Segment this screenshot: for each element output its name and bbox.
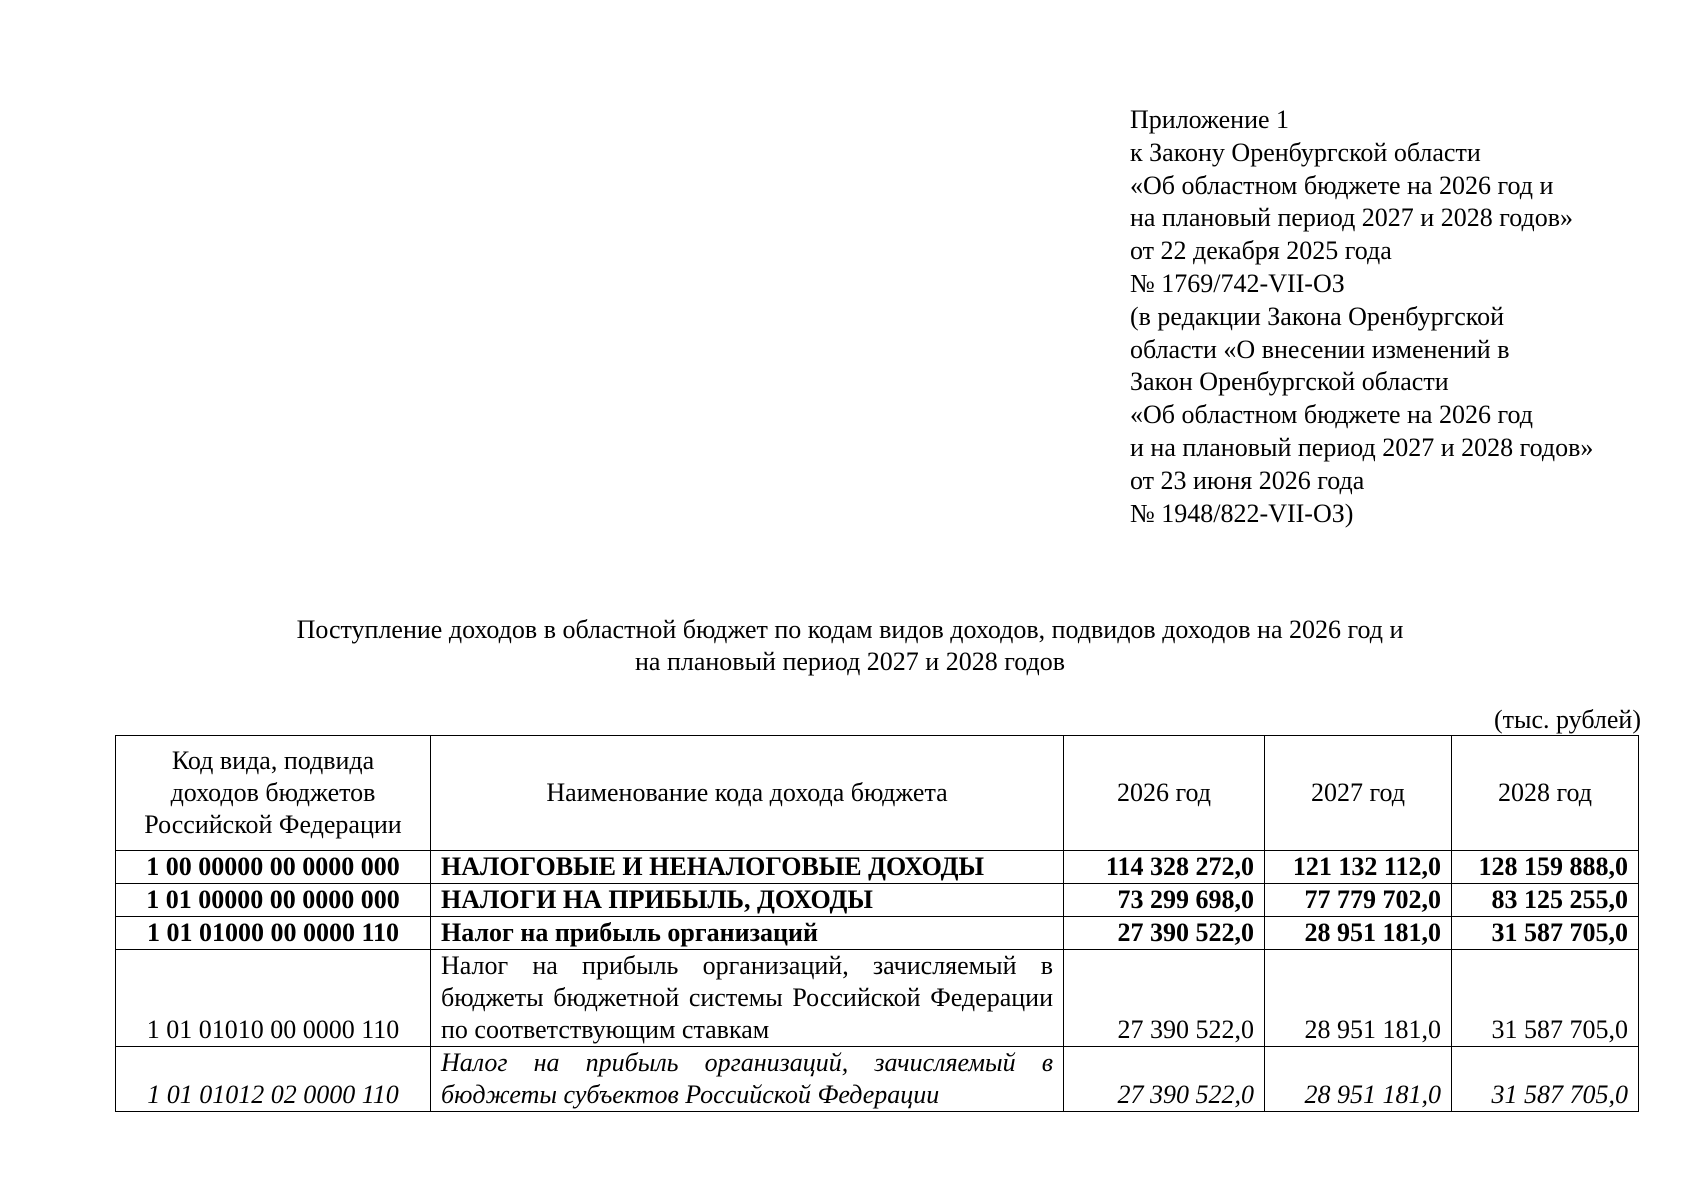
appendix-line: «Об областном бюджете на 2026 год и [1130,170,1554,200]
income-table [115,735,1639,1112]
table-header-row [116,736,1639,851]
row-value-2028: 128 159 888,0 [1452,851,1639,884]
row-code: 1 01 01010 00 0000 110 [116,950,431,1047]
appendix-line: № 1948/822-VII-ОЗ) [1130,498,1354,528]
appendix-block [1130,104,1690,530]
appendix-line: от 22 декабря 2025 года [1130,236,1392,266]
appendix-line: от 23 июня 2026 года [1130,465,1365,495]
table-row [116,950,1639,1047]
row-value-2026: 114 328 272,0 [1064,851,1265,884]
row-value-2028: 83 125 255,0 [1452,884,1639,917]
units-label: (тыс. рублей) [1493,705,1641,734]
header-code: Код вида, подвида доходов бюджетов Российской Федерации [116,736,431,851]
row-code: 1 01 00000 00 0000 000 [116,884,431,917]
row-code: 1 01 01012 02 0000 110 [116,1047,431,1112]
appendix-line: области «О внесении изменений в [1130,334,1510,364]
header-name: Наименование кода дохода бюджета [431,736,1064,851]
row-value-2027: 121 132 112,0 [1265,851,1452,884]
row-value-2026: 73 299 698,0 [1064,884,1265,917]
row-value-2027: 28 951 181,0 [1265,950,1452,1047]
row-code: 1 00 00000 00 0000 000 [116,851,431,884]
header-2027: 2027 год [1265,736,1452,851]
row-code: 1 01 01000 00 0000 110 [116,917,431,950]
row-name-text: Налог на прибыль организаций, зачисляемый в бюджеты бюджетной системы Российской Федерации по соответствующим ставкам [441,951,1053,1044]
row-value-2027: 28 951 181,0 [1265,917,1452,950]
row-name [431,950,1064,1047]
row-value-2028: 31 587 705,0 [1452,950,1639,1047]
appendix-line: № 1769/742-VII-ОЗ [1130,268,1345,298]
table-row [116,884,1639,917]
row-value-2026: 27 390 522,0 [1064,917,1265,950]
appendix-line: на плановый период 2027 и 2028 годов» [1130,203,1573,233]
appendix-line: Приложение 1 [1130,105,1290,134]
row-value-2028: 31 587 705,0 [1452,1047,1639,1112]
row-value-2026: 27 390 522,0 [1064,950,1265,1047]
appendix-line: к Закону Оренбургской области [1130,137,1481,167]
appendix-line: и на плановый период 2027 и 2028 годов» [1130,432,1594,462]
row-value-2028: 31 587 705,0 [1452,917,1639,950]
appendix-line: «Об областном бюджете на 2026 год [1130,400,1533,430]
title-line-2: на плановый период 2027 и 2028 годов [635,647,1065,676]
title-line-1: Поступление доходов в областной бюджет по кодам видов доходов, подвидов доходов на 2026 год и [296,615,1404,644]
row-value-2027: 77 779 702,0 [1265,884,1452,917]
document-title [290,614,1410,678]
table-row [116,851,1639,884]
row-value-2027: 28 951 181,0 [1265,1047,1452,1112]
row-name: НАЛОГОВЫЕ И НЕНАЛОГОВЫЕ ДОХОДЫ [431,851,1064,884]
appendix-line: (в редакции Закона Оренбургской [1130,301,1505,331]
table-row [116,1047,1639,1112]
table-row [116,917,1639,950]
row-name: НАЛОГИ НА ПРИБЫЛЬ, ДОХОДЫ [431,884,1064,917]
row-name: Налог на прибыль организаций [431,917,1064,950]
header-2026: 2026 год [1064,736,1265,851]
row-name-text: Налог на прибыль организаций, зачисляемый в бюджеты субъектов Российской Федерации [441,1048,1053,1109]
row-value-2026: 27 390 522,0 [1064,1047,1265,1112]
appendix-line: Закон Оренбургской области [1130,367,1449,397]
row-name [431,1047,1064,1112]
header-2028: 2028 год [1452,736,1639,851]
